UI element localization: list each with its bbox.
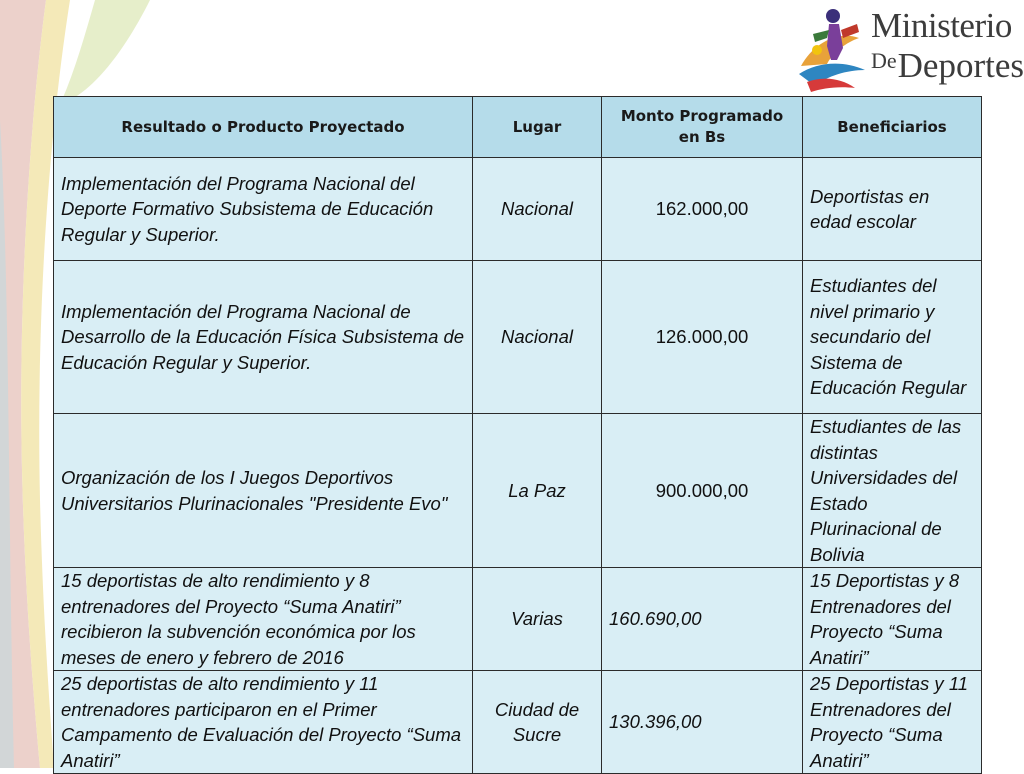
table-row	[54, 158, 982, 261]
logo-main: Deportes	[897, 46, 1024, 85]
cell-resultado: Implementación del Programa Nacional del Deporte Formativo Subsistema de Educación Regular y Superior.	[54, 158, 473, 261]
cell-monto: 162.000,00	[602, 158, 803, 261]
logo-prefix: De	[871, 48, 897, 73]
header-resultado: Resultado o Producto Proyectado	[54, 97, 473, 158]
cell-resultado: Organización de los I Juegos Deportivos Universitarios Plurinacionales "Presidente Evo"	[54, 414, 473, 568]
header-beneficiarios: Beneficiarios	[803, 97, 982, 158]
results-table	[53, 96, 982, 774]
cell-lugar: Nacional	[473, 158, 602, 261]
cell-lugar: Nacional	[473, 261, 602, 414]
cell-beneficiarios: Estudiantes del nivel primario y secundario del Sistema de Educación Regular	[803, 261, 982, 414]
cell-resultado: Implementación del Programa Nacional de Desarrollo de la Educación Física Subsistema de Educación Regular y Superior.	[54, 261, 473, 414]
cell-monto: 130.396,00	[602, 671, 803, 774]
logo-subtitle	[871, 42, 1024, 85]
cell-resultado: 25 deportistas de alto rendimiento y 11 entrenadores participaron en el Primer Campamento de Evaluación del Proyecto “Suma Anatiri”	[54, 671, 473, 774]
header-monto: Monto Programado en Bs	[602, 97, 803, 158]
table-row	[54, 414, 982, 568]
table-header-row	[54, 97, 982, 158]
cell-monto: 160.690,00	[602, 568, 803, 671]
logo-title: Ministerio	[871, 6, 1012, 45]
cell-monto: 900.000,00	[602, 414, 803, 568]
cell-lugar: Varias	[473, 568, 602, 671]
cell-beneficiarios: Deportistas en edad escolar	[803, 158, 982, 261]
ministerio-logo	[793, 4, 1024, 92]
cell-lugar: La Paz	[473, 414, 602, 568]
cell-beneficiarios: 25 Deportistas y 11 Entrenadores del Proyecto “Suma Anatiri”	[803, 671, 982, 774]
table-row	[54, 261, 982, 414]
cell-monto: 126.000,00	[602, 261, 803, 414]
logo-mark-icon	[793, 4, 871, 92]
cell-resultado: 15 deportistas de alto rendimiento y 8 entrenadores del Proyecto “Suma Anatiri” recibieron la subvención económica por los meses de enero y febrero de 2016	[54, 568, 473, 671]
cell-beneficiarios: Estudiantes de las distintas Universidades del Estado Plurinacional de Bolivia	[803, 414, 982, 568]
cell-lugar: Ciudad de Sucre	[473, 671, 602, 774]
header-lugar: Lugar	[473, 97, 602, 158]
table-row	[54, 671, 982, 774]
cell-beneficiarios: 15 Deportistas y 8 Entrenadores del Proyecto “Suma Anatiri”	[803, 568, 982, 671]
results-table-container	[53, 96, 981, 774]
table-row	[54, 568, 982, 671]
